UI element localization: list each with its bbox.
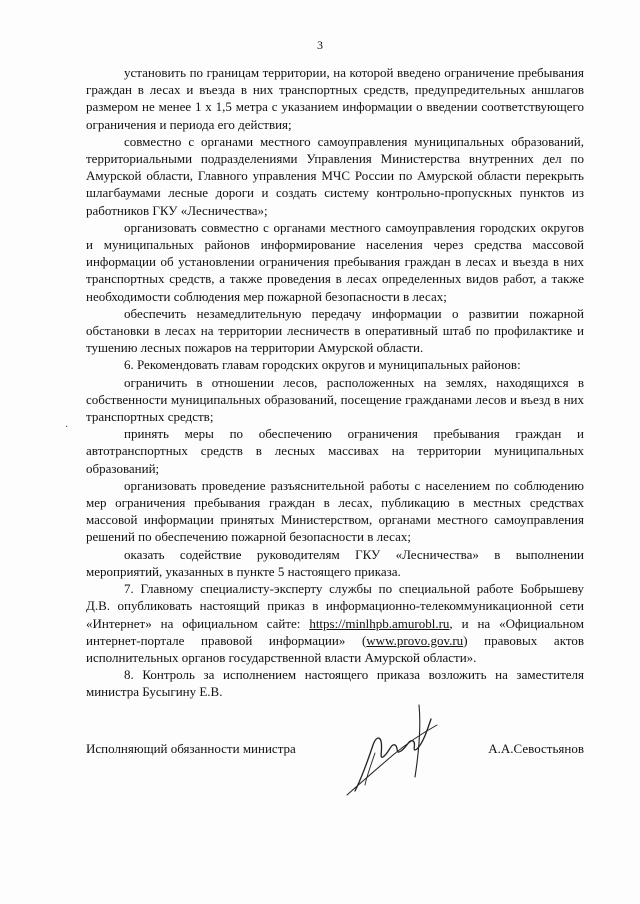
paragraph: оказать содействие руководителям ГКУ «Лесничества» в выполнении мероприятий, указанных в пункте 5 настоящего приказа.	[86, 546, 584, 579]
paragraph: ограничить в отношении лесов, расположенных на землях, находящихся в собственности муниципальных образований, посещение гражданами лесов и въезд в них транспортных средств;	[86, 374, 584, 425]
signatory-role: Исполняющий обязанности министра	[86, 741, 296, 756]
page-number: 3	[317, 38, 323, 52]
margin-mark: ·	[65, 422, 69, 433]
item7-text-start: 7. Главному специалисту-эксперту службы по специальной работе Бобрышеву Д.В. опубликовать настоящий приказ в информационно-телекоммуникационной сети «Интернет» на официальном сайте:	[86, 581, 584, 631]
paragraph: организовать совместно с органами местного самоуправления городских округов и муниципальных районов информирование населения через средства массовой информации об установлении ограничения пребывания граждан в лесах и въезда в них транспортных средств, а также проведения в лесах определенных видов работ, а также необходимости соблюдения мер пожарной безопасности в лесах;	[86, 219, 584, 304]
paragraph: совместно с органами местного самоуправления муниципальных образований, территориальными подразделениями Управления Министерства внутренних дел по Амурской области, Главного управления МЧС России по Амурской области перекрыть шлагбаумами лесные дороги и создать систему контрольно-пропускных пунктов из работников ГКУ «Лесничества»;	[86, 133, 584, 218]
signatory-name: А.А.Севостьянов	[488, 741, 584, 756]
document-body	[86, 64, 584, 701]
paragraph-item-8: 8. Контроль за исполнением настоящего приказа возложить на заместителя министра Бусыгину Е.В.	[86, 667, 584, 700]
paragraph-item-6: 6. Рекомендовать главам городских округов и муниципальных районов:	[124, 357, 521, 373]
paragraph-item-7	[86, 580, 584, 666]
paragraph: обеспечить незамедлительную передачу информации о развитии пожарной обстановки в лесах на территории лесничеств в оперативный штаб по профилактике и тушению лесных пожаров на территории Амурской области.	[86, 305, 584, 356]
item7-text-middle: , и на «Официальном интернет-портале правовой информации» (	[86, 615, 584, 648]
item7-text-end: ) правовых актов исполнительных органов государственной власти Амурской области».	[86, 632, 584, 665]
provo-link[interactable]: www.provo.gov.ru	[366, 632, 464, 648]
paragraph: организовать проведение разъяснительной работы с населением по соблюдению мер ограничения пребывания граждан в лесах, публикацию в местных средствах массовой информации принятых Министерством, органами местного самоуправления решений по обеспечению пожарной безопасности в лесах;	[86, 477, 584, 545]
handwritten-signature	[335, 695, 445, 805]
minlhpb-link[interactable]: https://minlhpb.amurobl.ru	[309, 615, 450, 631]
paragraph: принять меры по обеспечению ограничения пребывания граждан и автотранспортных средств в лесных массивах на территории муниципальных образований;	[86, 426, 584, 476]
paragraph: установить по границам территории, на которой введено ограничение пребывания граждан в лесах и въезда в них транспортных средств, предупредительных аншлагов размером не менее 1 х 1,5 метра с указанием информации о введении соответствующего ограничения и периода его действия;	[86, 65, 584, 132]
